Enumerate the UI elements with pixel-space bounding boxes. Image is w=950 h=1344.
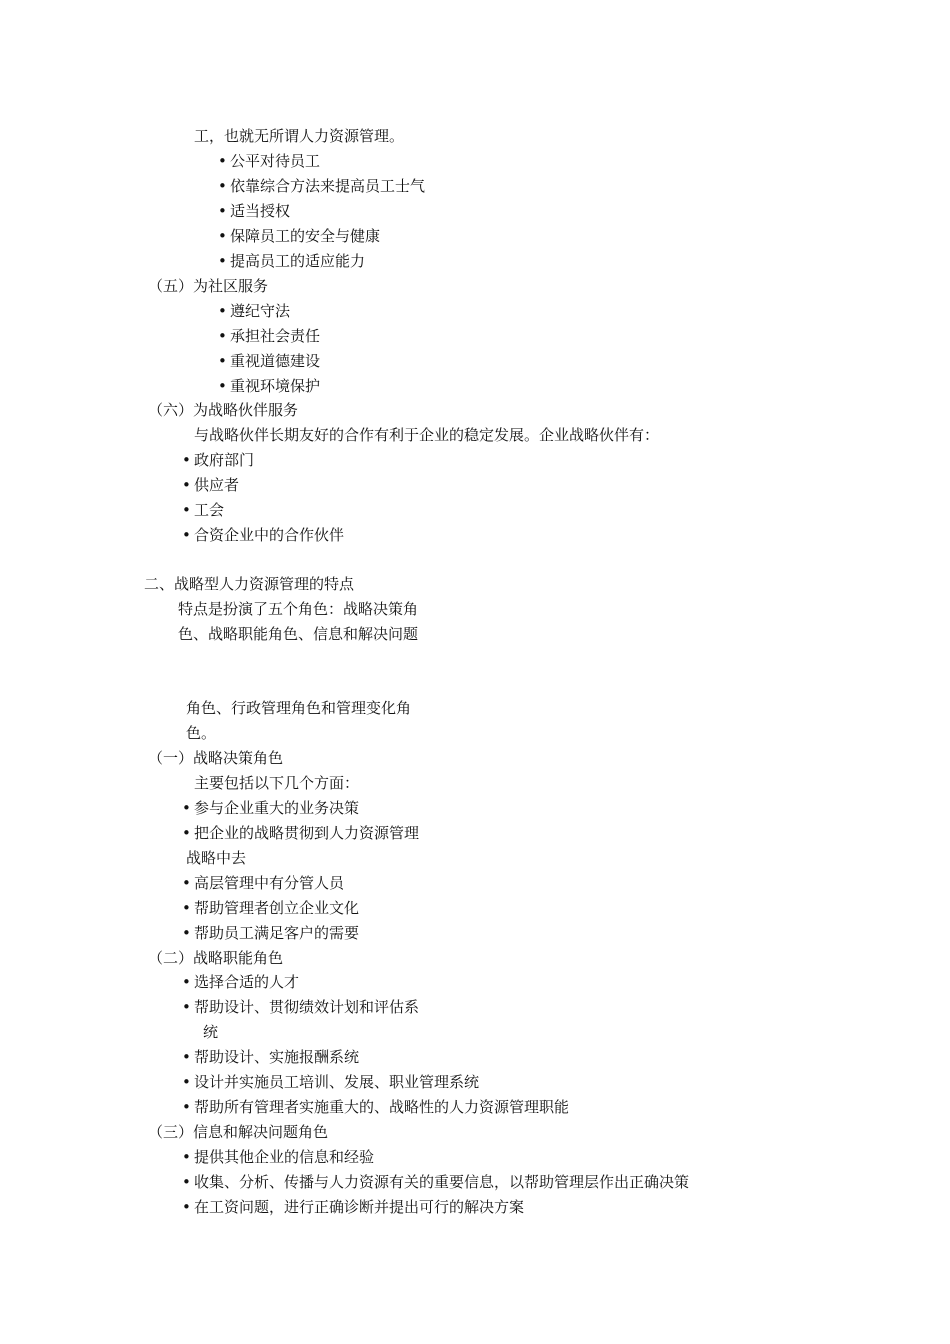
bullet-item: • 公平对待员工: [218, 151, 320, 171]
bullet-item: • 工会: [182, 500, 224, 520]
bullet-item: • 提供其他企业的信息和经验: [182, 1147, 374, 1167]
bullet-item: • 合资企业中的合作伙伴: [182, 525, 344, 545]
bullet-item: • 帮助管理者创立企业文化: [182, 898, 359, 918]
bullet-item: • 依靠综合方法来提高员工士气: [218, 176, 425, 196]
bullet-item: • 承担社会责任: [218, 326, 320, 346]
bullet-item: • 帮助员工满足客户的需要: [182, 923, 359, 943]
bullet-item: • 高层管理中有分管人员: [182, 873, 344, 893]
paragraph: 特点是扮演了五个角色：战略决策角: [178, 600, 419, 618]
bullet-item: • 选择合适的人才: [182, 972, 299, 992]
bullet-item: • 保障员工的安全与健康: [218, 226, 380, 246]
bullet-item: • 重视环境保护: [218, 376, 320, 396]
paragraph: 色、战略职能角色、信息和解决问题: [178, 625, 419, 643]
bullet-item: • 帮助设计、实施报酬系统: [182, 1047, 359, 1067]
bullet-item: • 帮助设计、贯彻绩效计划和评估系: [182, 997, 419, 1017]
bullet-item: • 适当授权: [218, 201, 290, 221]
bullet-item: • 参与企业重大的业务决策: [182, 798, 359, 818]
bullet-item: • 重视道德建设: [218, 351, 320, 371]
paragraph: 色。: [186, 724, 217, 742]
section-heading: （二）战略职能角色: [148, 949, 284, 967]
bullet-item: • 提高员工的适应能力: [218, 251, 365, 271]
bullet-item: • 在工资问题，进行正确诊断并提出可行的解决方案: [182, 1197, 524, 1217]
section-heading: （三）信息和解决问题角色: [148, 1123, 329, 1141]
paragraph: 与战略伙伴长期友好的合作有利于企业的稳定发展。企业战略伙伴有：: [194, 426, 660, 444]
paragraph: 角色、行政管理角色和管理变化角: [186, 699, 412, 717]
bullet-item: • 遵纪守法: [218, 301, 290, 321]
text-line: 工，也就无所谓人力资源管理。: [194, 127, 405, 145]
section-heading: （五）为社区服务: [148, 277, 269, 295]
paragraph: 主要包括以下几个方面：: [194, 774, 360, 792]
bullet-item: • 帮助所有管理者实施重大的、战略性的人力资源管理职能: [182, 1097, 569, 1117]
bullet-item: • 供应者: [182, 475, 239, 495]
section-heading: （一）战略决策角色: [148, 749, 284, 767]
bullet-item: • 政府部门: [182, 450, 254, 470]
bullet-continuation: 战略中去: [186, 849, 247, 867]
bullet-item: • 把企业的战略贯彻到人力资源管理: [182, 823, 419, 843]
bullet-item: • 收集、分析、传播与人力资源有关的重要信息，以帮助管理层作出正确决策: [182, 1172, 689, 1192]
section-heading: （六）为战略伙伴服务: [148, 401, 299, 419]
chapter-heading: 二、战略型人力资源管理的特点: [144, 575, 355, 593]
bullet-item: • 设计并实施员工培训、发展、职业管理系统: [182, 1072, 479, 1092]
bullet-continuation: 统: [203, 1023, 219, 1041]
